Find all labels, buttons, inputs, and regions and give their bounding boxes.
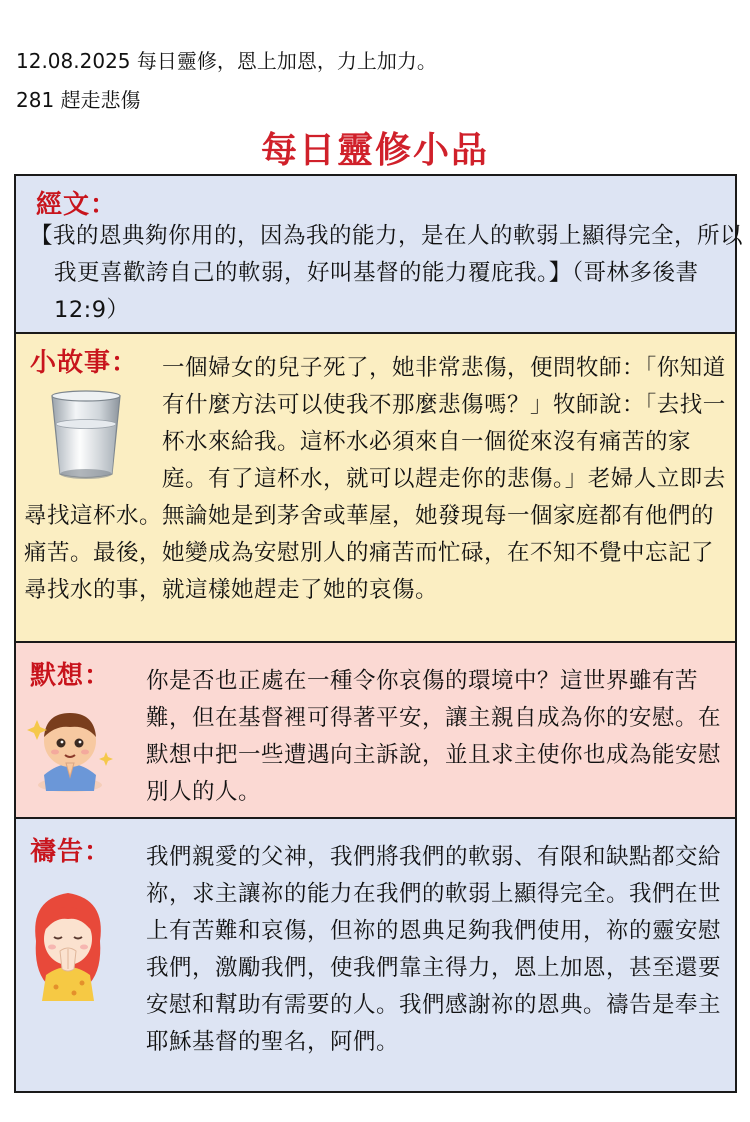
praying-boy-icon	[22, 697, 118, 793]
praying-girl-icon	[20, 879, 116, 1003]
prayer-label: 禱告：	[30, 837, 112, 867]
prayer-text: 我們親愛的父神，我們將我們的軟弱、有限和缺點都交給祢，求主讓祢的能力在我們的軟弱上顯得完全。我們在世上有苦難和哀傷，但祢的恩典足夠我們使用，祢的靈安慰我們，激勵我們，使我們靠主得力，恩上加恩，甚至還要安慰和幫助有需要的人。我們感謝祢的恩典。禱告是奉主耶穌基督的聖名，阿們。	[146, 844, 722, 1055]
scripture-section	[14, 174, 744, 334]
meditation-text: 你是否也正處在一種令你哀傷的環境中？這世界雖有苦難，但在基督裡可得著平安，讓主親自成為你的安慰。在默想中把一些遭遇向主訴說，並且求主使你也成為能安慰別人的人。	[146, 668, 722, 805]
story-label: 小故事：	[30, 348, 139, 378]
glass-of-water-icon	[44, 388, 128, 482]
story-text-wrap	[24, 350, 729, 609]
devotion-number-title: 281 趕走悲傷	[16, 88, 141, 112]
story-section	[14, 332, 737, 643]
meditation-section	[14, 641, 737, 819]
story-text: 一個婦女的兒子死了，她非常悲傷，便問牧師：「你知道有什麼方法可以使我不那麼悲傷嗎？」牧師說：「去找一杯水來給我。這杯水必須來自一個從來沒有痛苦的家庭。有了這杯水，就可以趕走你的悲傷。」老婦人立即去尋找這杯水。無論她是到茅舍或華屋，她發現每一個家庭都有他們的痛苦。最後，她變成為安慰別人的痛苦而忙碌，在不知不覺中忘記了尋找水的事，就這樣她趕走了她的哀傷。	[24, 355, 726, 603]
date-header: 12.08.2025 每日靈修，恩上加恩，力上加力。	[16, 49, 437, 73]
prayer-section	[14, 817, 737, 1093]
page-title: 每日靈修小品	[260, 130, 489, 171]
scripture-label: 經文：	[36, 190, 118, 220]
scripture-text: 【我的恩典夠你用的，因為我的能力，是在人的軟弱上顯得完全，所以我更喜歡誇自己的軟弱，好叫基督的能力覆庇我。】（哥林多後書 12:9）	[30, 223, 744, 323]
meditation-label: 默想：	[30, 661, 112, 691]
